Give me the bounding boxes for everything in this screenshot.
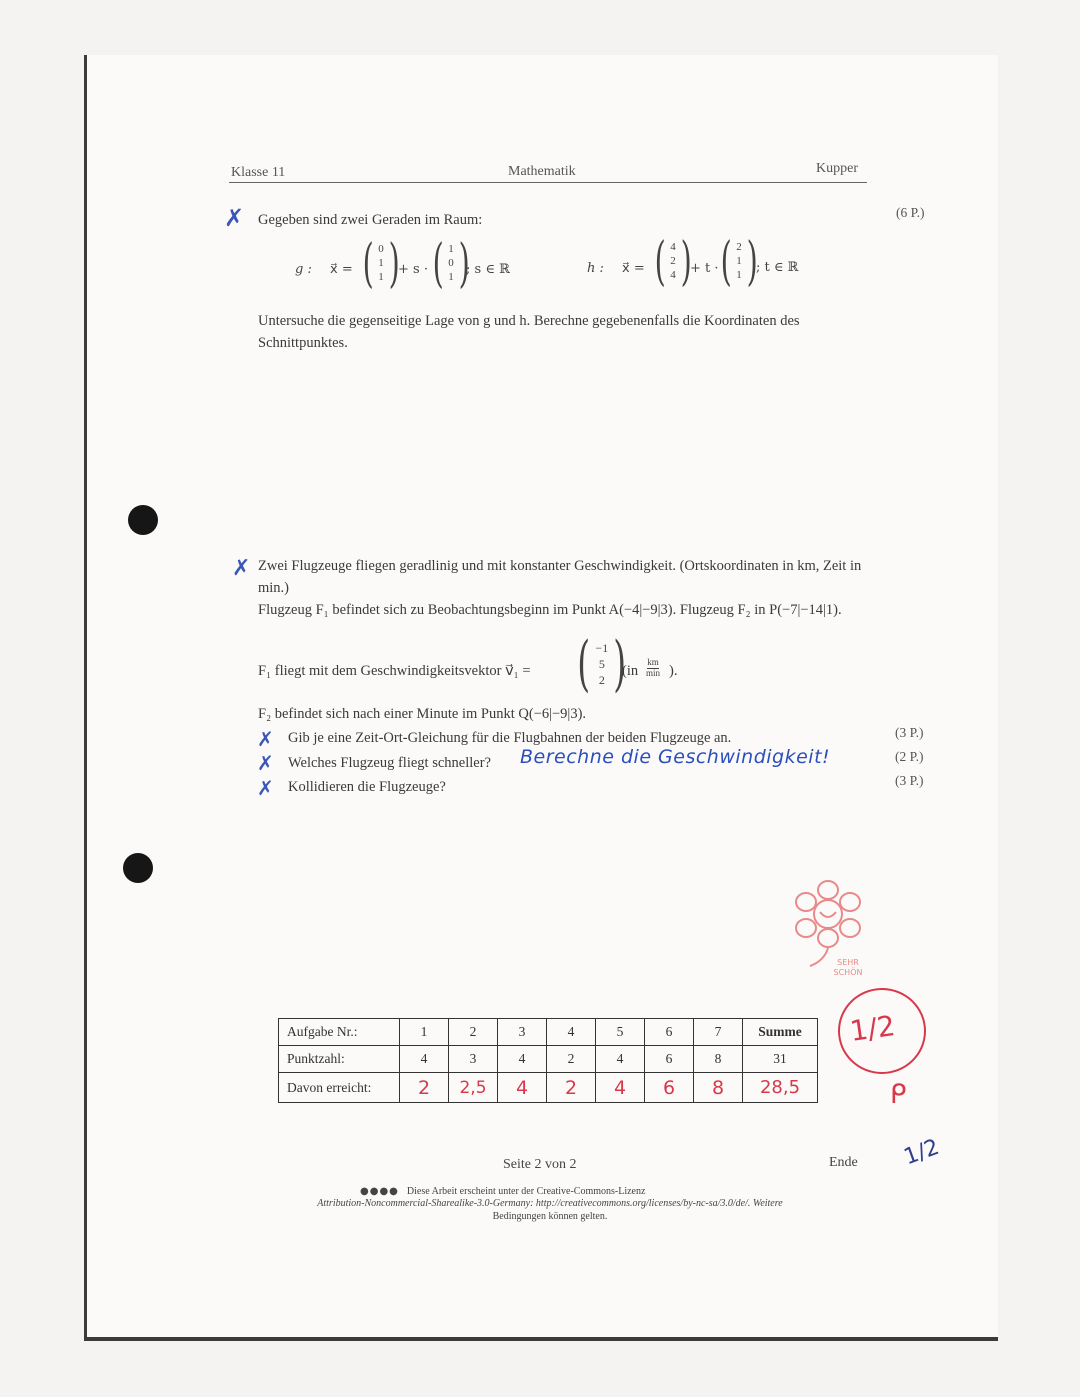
max-points-sum: 31	[743, 1046, 818, 1073]
grade-mark-icon: ᑭ	[890, 1080, 907, 1110]
part-b-points: (2 P.)	[895, 749, 924, 764]
max-points: 8	[694, 1046, 743, 1073]
end-label: Ende	[829, 1155, 858, 1170]
task2-start: Flugzeug F₁ befindet sich zu Beobachtungsbeginn im Punkt A(−4|−9|3). Flugzeug F₂ in P(−7|−14|1).	[258, 602, 842, 618]
license-line-3: Bedingungen können gelten.	[492, 1211, 608, 1222]
punch-hole-top	[128, 505, 158, 535]
license-line-1: ●●●● Diese Arbeit erscheint unter der Creative-Commons-Lizenz	[360, 1186, 646, 1197]
achieved-points: 8	[694, 1073, 743, 1103]
stamp-text: SEHR SCHÖN	[833, 958, 863, 977]
task1-intro: Gegeben sind zwei Geraden im Raum:	[258, 212, 483, 228]
cc-license-icon: ●●●●	[360, 1186, 399, 1197]
table-row	[279, 1046, 818, 1073]
table-row	[279, 1019, 818, 1046]
achieved-points: 4	[596, 1073, 645, 1103]
part-c-text: Kollidieren die Flugzeuge?	[288, 779, 446, 795]
h-plus-t: + t ·	[690, 261, 719, 276]
license-line-2: Attribution-Noncommercial-Sharealike-3.0-Germany: http://creativecommons.org/licenses/by-nc-sa/3.0/de/. Weitere	[317, 1198, 783, 1209]
page-number: Seite 2 von 2	[503, 1157, 577, 1172]
punch-hole-bottom	[123, 853, 153, 883]
achieved-sum: 28,5	[743, 1073, 818, 1103]
row-label: Davon erreicht:	[279, 1073, 400, 1103]
row-label: Aufgabe Nr.:	[279, 1019, 400, 1046]
task1-points: (6 P.)	[896, 205, 925, 220]
max-points: 4	[596, 1046, 645, 1073]
velocity-unit-fraction: km min	[646, 657, 661, 678]
task-number: 4	[547, 1019, 596, 1046]
h-direction-vector: ( 2 1 1 )	[720, 232, 758, 292]
header-subject: Mathematik	[508, 164, 576, 179]
achieved-points: 2,5	[449, 1073, 498, 1103]
achieved-points: 2	[547, 1073, 596, 1103]
g-direction-vector: ( 1 0 1 )	[432, 234, 470, 294]
h-label: h :	[587, 261, 604, 276]
row-label: Punktzahl:	[279, 1046, 400, 1073]
part-b-text: Welches Flugzeug fliegt schneller?	[288, 755, 491, 771]
table-row	[279, 1073, 818, 1103]
task-number: 2	[449, 1019, 498, 1046]
sum-header: Summe	[743, 1019, 818, 1046]
achieved-points: 4	[498, 1073, 547, 1103]
part-a-check-mark: ✗	[257, 727, 274, 751]
task1-check-mark: ✗	[224, 204, 245, 232]
max-points: 3	[449, 1046, 498, 1073]
velocity-vector: ( −1 5 2 )	[577, 629, 627, 699]
velocity-unit-prefix: (in	[622, 663, 639, 679]
task-number: 5	[596, 1019, 645, 1046]
achieved-points: 2	[400, 1073, 449, 1103]
max-points: 2	[547, 1046, 596, 1073]
score-table	[278, 1018, 818, 1103]
task2-intro: Zwei Flugzeuge fliegen geradlinig und mit konstanter Geschwindigkeit. (Ortskoordinaten in km, Zeit in min.)	[258, 558, 862, 597]
header-teacher: Kupper	[816, 161, 858, 176]
max-points: 4	[498, 1046, 547, 1073]
task-number: 7	[694, 1019, 743, 1046]
g-support-vector: ( 0 1 1 )	[362, 234, 400, 294]
part-a-points: (3 P.)	[895, 725, 924, 740]
velocity-unit-suffix: ).	[669, 663, 678, 679]
g-label: g :	[295, 262, 312, 277]
achieved-points: 6	[645, 1073, 694, 1103]
task2-velocity-text: F₁ fliegt mit dem Geschwindigkeitsvektor v⃗₁ =	[258, 663, 531, 679]
max-points: 6	[645, 1046, 694, 1073]
h-x-eq: x⃗ =	[622, 261, 645, 276]
g-x-eq: x⃗ =	[330, 262, 353, 277]
task2-f2: F₂ befindet sich nach einer Minute im Punkt Q(−6|−9|3).	[258, 706, 587, 722]
h-support-vector: ( 4 2 4 )	[654, 232, 692, 292]
part-c-points: (3 P.)	[895, 773, 924, 788]
paper-sheet	[84, 55, 998, 1341]
header-class: Klasse 11	[231, 165, 286, 180]
teacher-note: Berechne die Geschwindigkeit!	[520, 746, 831, 768]
grade-side: 1/2	[900, 1134, 943, 1171]
part-c-check-mark: ✗	[257, 776, 274, 800]
max-points: 4	[400, 1046, 449, 1073]
h-param: ; t ∈ ℝ	[756, 260, 799, 275]
part-a-text: Gib je eine Zeit-Ort-Gleichung für die Flugbahnen der beiden Flugzeuge an.	[288, 730, 732, 746]
g-param: ; s ∈ ℝ	[466, 262, 510, 277]
task2-check-mark: ✗	[232, 556, 251, 581]
g-plus-s: + s ·	[398, 262, 428, 277]
grade-circled: 1/2	[847, 1009, 898, 1048]
part-b-check-mark: ✗	[257, 751, 274, 775]
task-number: 1	[400, 1019, 449, 1046]
header-rule	[229, 182, 867, 183]
task-number: 3	[498, 1019, 547, 1046]
task1-question: Untersuche die gegenseitige Lage von g und h. Berechne gegebenenfalls die Koordinaten des Schnittpunktes.	[258, 313, 800, 352]
task-number: 6	[645, 1019, 694, 1046]
